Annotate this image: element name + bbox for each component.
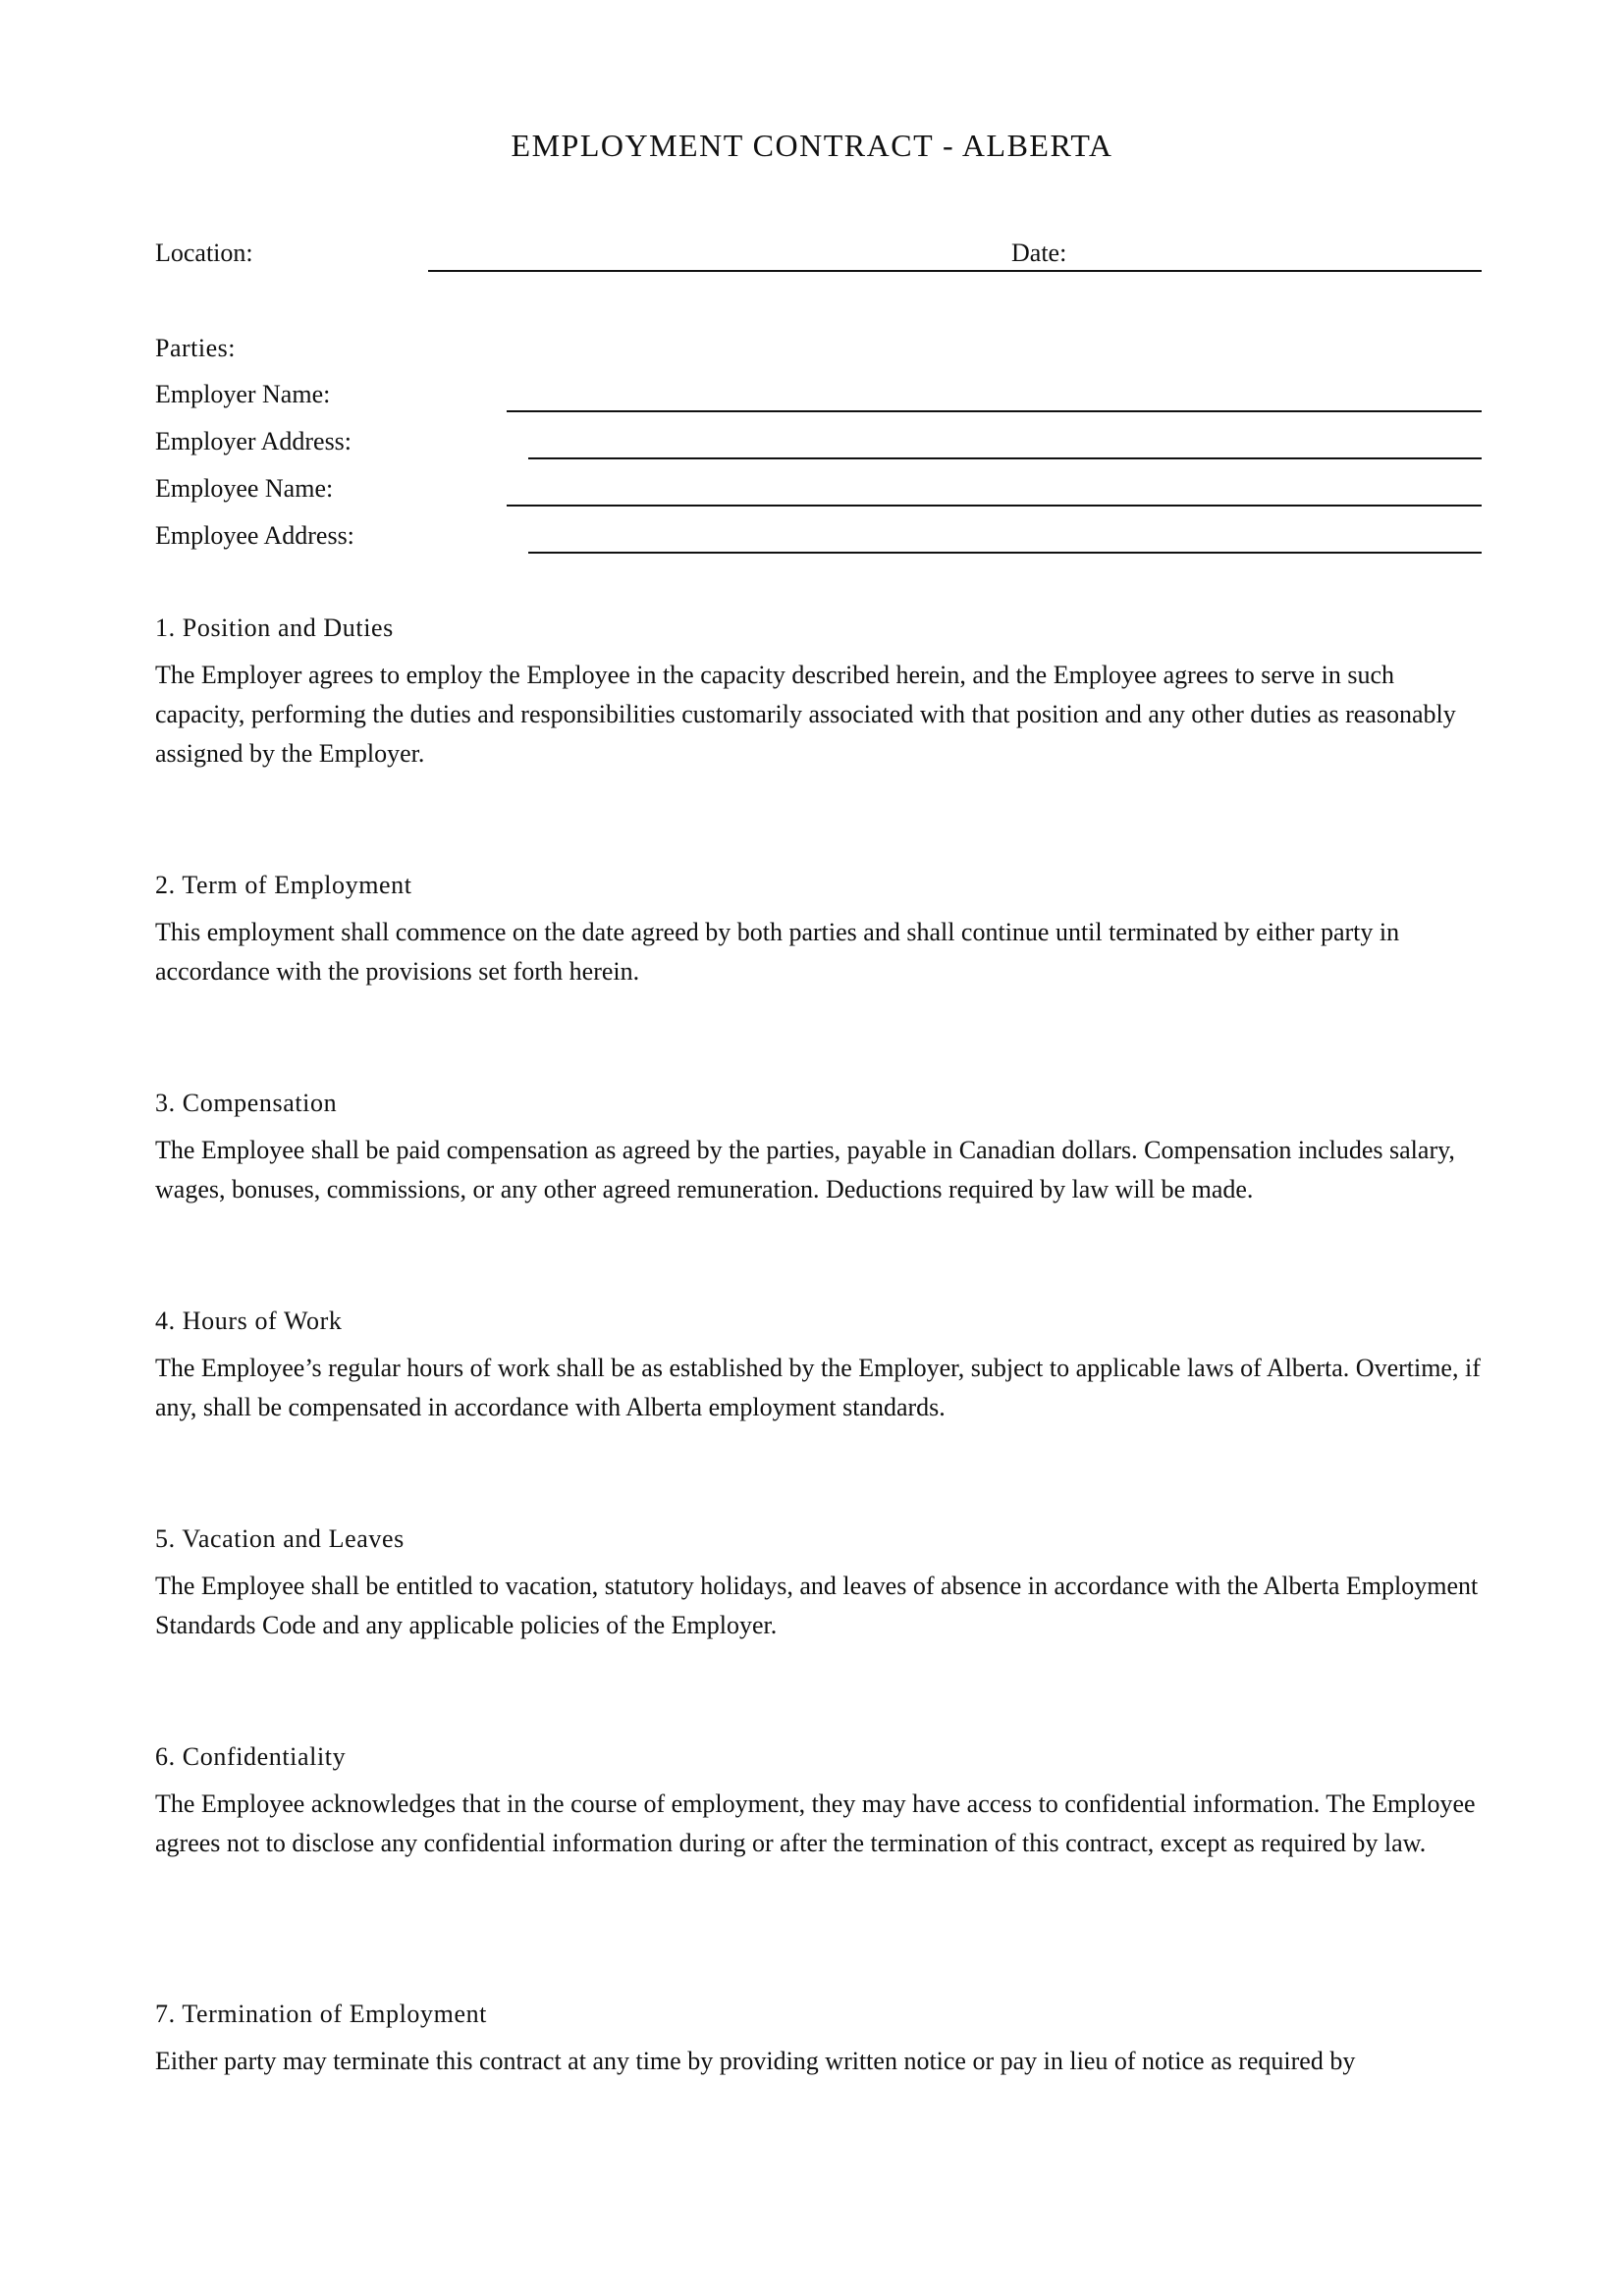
section-body: The Employer agrees to employ the Employee in the capacity described herein, and the Employee agrees to serve in such capacity, performing the duties and responsibilities customarily associated with that position and any other duties as reasonably assigned by the Employer.: [155, 661, 1456, 768]
section-term-of-employment: [155, 868, 1483, 991]
employer-name-label: Employer Name:: [155, 380, 331, 408]
location-label: Location:: [155, 239, 253, 267]
section-body: This employment shall commence on the date agreed by both parties and shall continue until terminated by either party in accordance with the provisions set forth herein.: [155, 918, 1400, 986]
section-body: Either party may terminate this contract at any time by providing written notice or pay in lieu of notice as required by: [155, 2047, 1356, 2075]
employee-name-field-line[interactable]: [507, 505, 1482, 507]
date-label: Date:: [1011, 239, 1067, 267]
section-confidentiality: [155, 1739, 1483, 1863]
location-field-line[interactable]: [428, 270, 1482, 272]
section-body: The Employee shall be entitled to vacation, statutory holidays, and leaves of absence in accordance with the Alberta Employment Standards Code and any applicable policies of the Employer.: [155, 1572, 1479, 1639]
section-termination: [155, 1997, 1483, 2081]
section-heading: 6. Confidentiality: [155, 1742, 347, 1771]
section-compensation: [155, 1086, 1483, 1209]
employer-address-field-line[interactable]: [528, 457, 1482, 459]
section-position-duties: [155, 611, 1483, 774]
employer-address-label: Employer Address:: [155, 427, 352, 455]
section-body: The Employee acknowledges that in the course of employment, they may have access to confidential information. The Employee agrees not to disclose any confidential information during or after the termination of this contract, except as required by law.: [155, 1789, 1476, 1857]
section-heading: 4. Hours of Work: [155, 1307, 343, 1335]
section-heading: 5. Vacation and Leaves: [155, 1524, 405, 1553]
employee-address-label: Employee Address:: [155, 521, 354, 550]
section-heading: 3. Compensation: [155, 1089, 338, 1117]
section-heading: 7. Termination of Employment: [155, 2000, 488, 2028]
section-body: The Employee shall be paid compensation as agreed by the parties, payable in Canadian dollars. Compensation includes salary, wages, bonuses, commissions, or any other agreed remuneration. Deductions required by law will be made.: [155, 1136, 1455, 1203]
document-title: EMPLOYMENT CONTRACT - ALBERTA: [511, 128, 1113, 163]
employee-name-label: Employee Name:: [155, 474, 334, 503]
section-hours-of-work: [155, 1304, 1483, 1427]
section-heading: 1. Position and Duties: [155, 614, 394, 642]
section-body: The Employee’s regular hours of work shall be as established by the Employer, subject to applicable laws of Alberta. Overtime, if any, shall be compensated in accordance with Alberta employment standards.: [155, 1354, 1481, 1421]
employer-name-field-line[interactable]: [507, 410, 1482, 412]
location-date-row: [155, 236, 1483, 275]
employee-address-row: [155, 518, 1483, 558]
employee-address-field-line[interactable]: [528, 552, 1482, 554]
parties-heading: Parties:: [155, 334, 236, 362]
employer-name-row: [155, 377, 1483, 416]
employee-name-row: [155, 471, 1483, 510]
employer-address-row: [155, 424, 1483, 463]
section-heading: 2. Term of Employment: [155, 871, 412, 899]
section-vacation-leaves: [155, 1522, 1483, 1645]
